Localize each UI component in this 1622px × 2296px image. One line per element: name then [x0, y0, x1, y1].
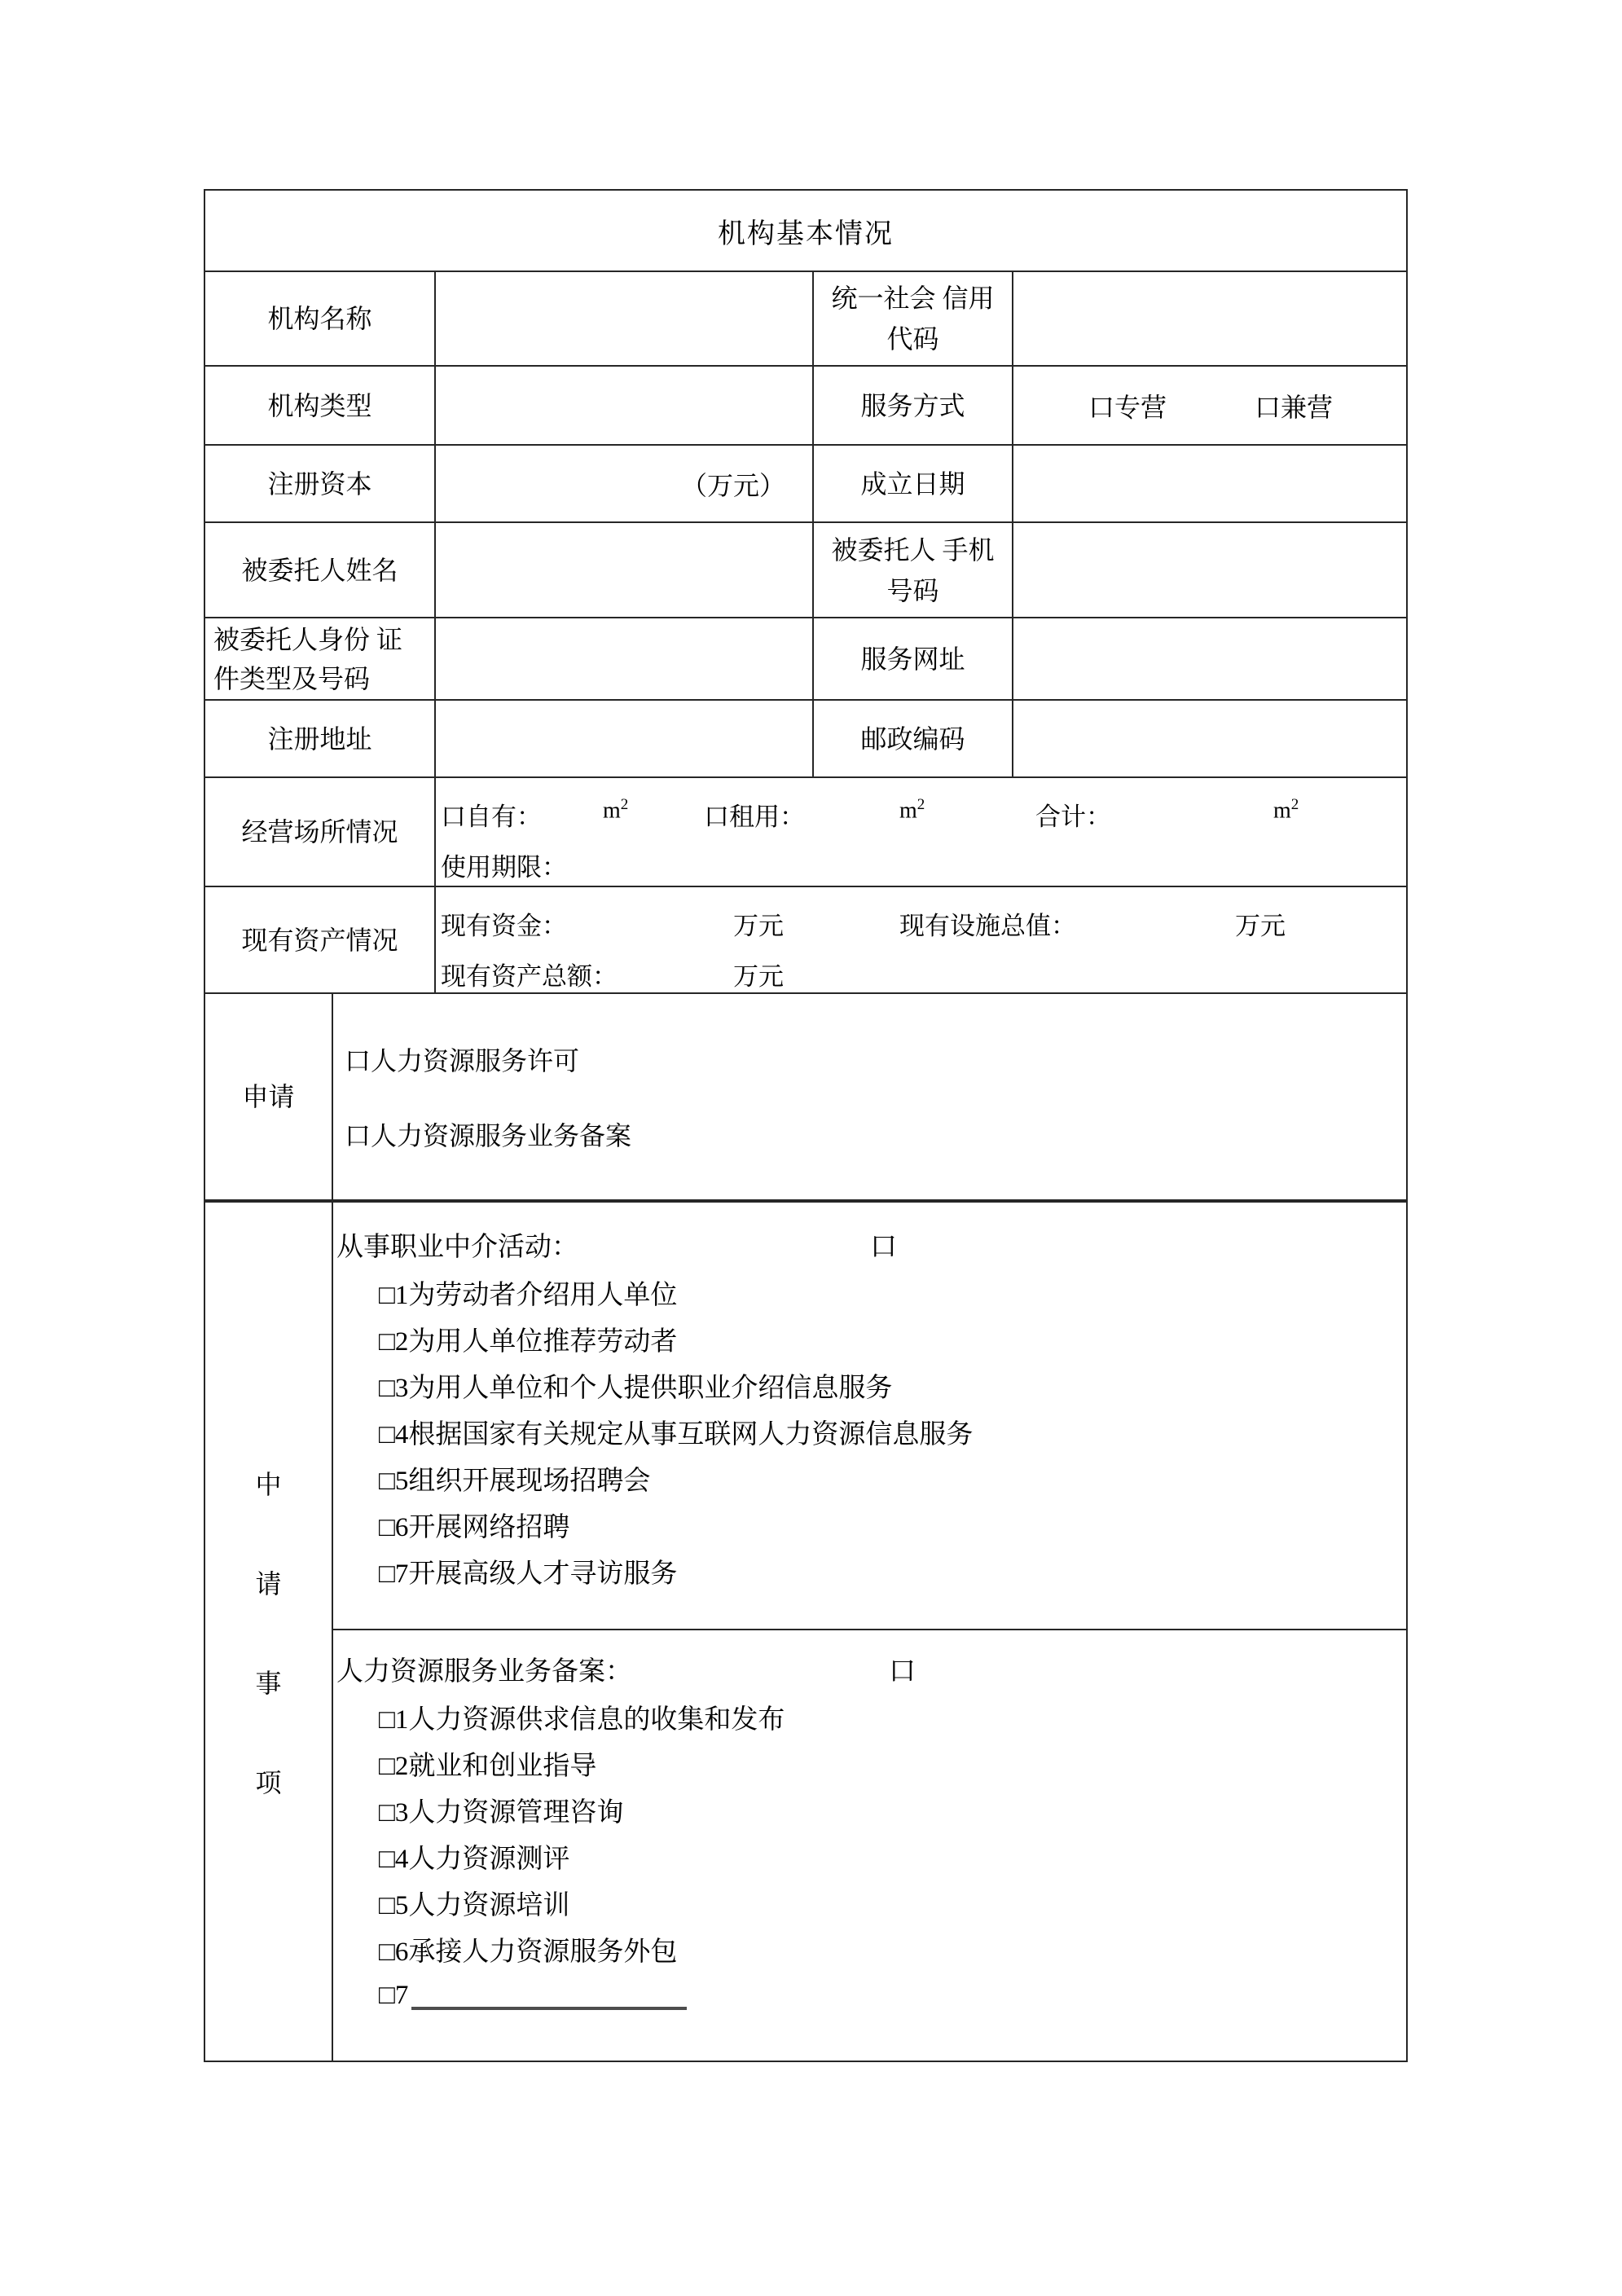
- assets-detail: [436, 887, 1406, 992]
- field-input-credit-code[interactable]: [1013, 272, 1406, 365]
- checkbox-option-own[interactable]: 口自有：: [441, 803, 542, 831]
- row-premises: [205, 778, 1406, 887]
- section-intermediary-activities: [333, 1203, 1406, 1630]
- checkbox-intermediary-master[interactable]: 口: [870, 1232, 897, 1262]
- field-label-trustee-name: 被委托人姓名: [205, 523, 436, 617]
- field-input-trustee-id[interactable]: [436, 618, 814, 699]
- field-label-credit-code: 统一社会 信用 代码: [814, 272, 1013, 365]
- field-input-service-url[interactable]: [1013, 618, 1406, 699]
- field-label-trustee-phone: 被委托人 手机 号码: [814, 523, 1013, 617]
- matters-content: [333, 1203, 1406, 2061]
- checkbox-item-hr-assessment[interactable]: □4人力资源测评: [379, 1845, 570, 1874]
- unit-facilities-wanyuan: 万元: [1235, 912, 1286, 940]
- field-input-reg-address[interactable]: [436, 701, 814, 776]
- field-input-org-name[interactable]: [436, 272, 814, 365]
- checkbox-item-job-info-service[interactable]: □3为用人单位和个人提供职业介绍信息服务: [379, 1374, 893, 1403]
- form-table: [204, 189, 1408, 2062]
- field-label-service-mode: 服务方式: [814, 367, 1013, 444]
- field-label-premises: 经营场所情况: [205, 778, 436, 886]
- label-total-area: 合计：: [1035, 803, 1111, 831]
- field-input-reg-capital[interactable]: [436, 446, 814, 521]
- field-label-trustee-id: 被委托人身份 证 件类型及号码: [205, 618, 436, 699]
- row-reg-address: [205, 701, 1406, 778]
- section-filing-business: [333, 1630, 1406, 2061]
- label-current-funds: 现有资金：: [441, 912, 567, 940]
- unit-hint-wanyuan: （万元）: [680, 470, 785, 500]
- premises-detail: [436, 778, 1406, 886]
- unit-assets-wanyuan: 万元: [733, 962, 784, 991]
- field-input-trustee-name[interactable]: [436, 523, 814, 617]
- checkbox-filing-master[interactable]: 口: [889, 1656, 916, 1687]
- checkbox-item-hr-training[interactable]: □5人力资源培训: [379, 1891, 570, 1920]
- checkbox-item-hr-outsourcing[interactable]: □6承接人力资源服务外包: [379, 1938, 678, 1967]
- service-mode-options: [1013, 367, 1406, 444]
- form-title: 机构基本情况: [718, 218, 894, 249]
- label-assets-total: 现有资产总额：: [441, 962, 618, 991]
- field-label-postal-code: 邮政编码: [814, 701, 1013, 776]
- field-input-trustee-phone[interactable]: [1013, 523, 1406, 617]
- field-label-reg-capital: 注册资本: [205, 446, 436, 521]
- checkbox-item-internet-hr-info[interactable]: □4根据国家有关规定从事互联网人力资源信息服务: [379, 1420, 974, 1449]
- row-org-type: [205, 367, 1406, 446]
- field-input-establish-date[interactable]: [1013, 446, 1406, 521]
- label-use-term: 使用期限：: [441, 853, 567, 882]
- blank-fill-line[interactable]: [411, 1982, 687, 2010]
- checkbox-item-recommend-worker[interactable]: □2为用人单位推荐劳动者: [379, 1327, 678, 1357]
- checkbox-item-intro-employer[interactable]: □1为劳动者介绍用人单位: [379, 1281, 678, 1310]
- row-apply: [205, 994, 1406, 1203]
- section-filing-header: 人力资源服务业务备案： 口: [336, 1643, 1406, 1694]
- unit-own-sqm: $m^2$: [603, 796, 629, 824]
- checkbox-item-employment-guidance[interactable]: □2就业和创业指导: [379, 1752, 597, 1781]
- checkbox-option-rent[interactable]: 口租用：: [704, 803, 805, 831]
- checkbox-item-online-recruiting[interactable]: □6开展网络招聘: [379, 1513, 570, 1542]
- field-label-matters: 中 请 事 项: [205, 1203, 333, 2061]
- field-input-postal-code[interactable]: [1013, 701, 1406, 776]
- field-label-assets: 现有资产情况: [205, 887, 436, 992]
- field-label-reg-address: 注册地址: [205, 701, 436, 776]
- unit-total-sqm: $m^2$: [1273, 796, 1299, 824]
- field-input-org-type[interactable]: [436, 367, 814, 444]
- row-matters: [205, 1203, 1406, 2061]
- field-label-service-url: 服务网址: [814, 618, 1013, 699]
- row-org-name: [205, 272, 1406, 367]
- checkbox-option-exclusive[interactable]: 口专营: [1088, 392, 1167, 422]
- row-reg-capital: [205, 446, 1406, 523]
- checkbox-item-supply-demand-info[interactable]: □1人力资源供求信息的收集和发布: [379, 1705, 785, 1735]
- checkbox-option-concurrent[interactable]: 口兼营: [1255, 392, 1334, 422]
- section-intermediary-header: 从事职业中介活动： 口: [336, 1219, 1406, 1269]
- row-trustee-name: [205, 523, 1406, 618]
- checkbox-item-other[interactable]: □7: [379, 1973, 1406, 2019]
- field-label-org-type: 机构类型: [205, 367, 436, 444]
- form-title-row: [205, 191, 1406, 272]
- checkbox-item-job-fair[interactable]: □5组织开展现场招聘会: [379, 1467, 651, 1496]
- checkbox-option-hr-filing[interactable]: 口人力资源服务业务备案: [345, 1121, 632, 1150]
- unit-funds-wanyuan: 万元: [733, 912, 784, 940]
- field-label-establish-date: 成立日期: [814, 446, 1013, 521]
- label-facilities-total: 现有设施总值：: [899, 912, 1076, 940]
- unit-rent-sqm: $m^2$: [899, 796, 925, 824]
- field-label-org-name: 机构名称: [205, 272, 436, 365]
- checkbox-item-headhunting[interactable]: □7开展高级人才寻访服务: [379, 1559, 678, 1589]
- checkbox-item-hr-consulting[interactable]: □3人力资源管理咨询: [379, 1798, 624, 1828]
- row-trustee-id: [205, 618, 1406, 701]
- row-assets: [205, 887, 1406, 994]
- checkbox-option-hr-license[interactable]: 口人力资源服务许可: [345, 1046, 580, 1075]
- apply-options: [333, 994, 1406, 1199]
- field-label-apply: 申请: [205, 994, 333, 1199]
